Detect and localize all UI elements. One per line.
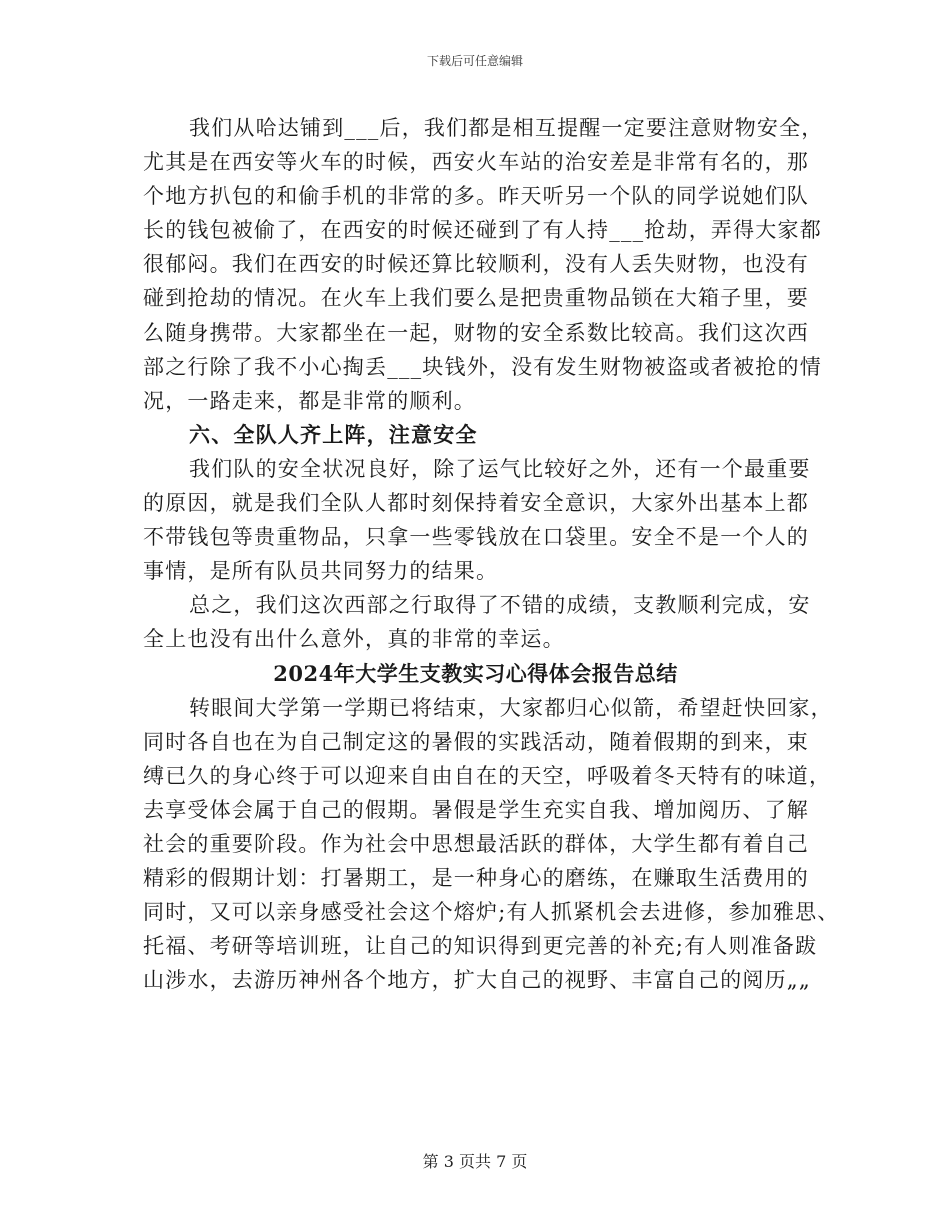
page-header: 下载后可任意编辑 <box>426 54 523 68</box>
paragraph-line: 事情，是所有队员共同努力的结果。 <box>143 559 499 584</box>
paragraph-line: 精彩的假期计划：打暑期工，是一种身心的磨练，在赚取生活费用的 <box>143 866 809 891</box>
paragraph-line: 我们从哈达铺到___后，我们都是相互提醒一定要注意财物安全， <box>189 116 824 140</box>
page-number: 第 3 页共 7 页 <box>422 1152 528 1171</box>
paragraph-line: 社会的重要阶段。作为社会中思想最活跃的群体，大学生都有着自己 <box>143 831 809 856</box>
paragraph-line: 长的钱包被偷了，在西安的时候还碰到了有人持___抢劫，弄得大家都 <box>143 218 822 243</box>
paragraph-line: 转眼间大学第一学期已将结束，大家都归心似箭，希望赶快回家， <box>189 695 833 720</box>
paragraph-line: 的原因，就是我们全队人都时刻保持着安全意识，大家外出基本上都 <box>143 491 809 516</box>
article-title: 2024年大学生支教实习心得体会报告总结 <box>273 660 678 686</box>
paragraph-line: 碰到抢劫的情况。在火车上我们要么是把贵重物品锁在大箱子里，要 <box>143 286 809 311</box>
paragraph-line: 同时各自也在为自己制定这的暑假的实践活动，随着假期的到来，束 <box>143 729 809 754</box>
paragraph-line: 总之，我们这次西部之行取得了不错的成绩，支教顺利完成，安 <box>189 593 811 618</box>
paragraph-line: 很郁闷。我们在西安的时候还算比较顺利，没有人丢失财物，也没有 <box>143 252 809 277</box>
paragraph-line: 么随身携带。大家都坐在一起，财物的安全系数比较高。我们这次西 <box>143 320 809 345</box>
paragraph-line: 尤其是在西安等火车的时候，西安火车站的治安差是非常有名的，那 <box>143 150 809 175</box>
paragraph-line: 个地方扒包的和偷手机的非常的多。昨天听另一个队的同学说她们队 <box>143 184 809 209</box>
paragraph-line: 况，一路走来，都是非常的顺利。 <box>143 388 476 413</box>
paragraph-line: 不带钱包等贵重物品，只拿一些零钱放在口袋里。安全不是一个人的 <box>143 525 809 550</box>
paragraph-line: 同时，又可以亲身感受社会这个熔炉;有人抓紧机会去进修，参加雅思、 <box>143 900 840 925</box>
paragraph-line: 缚已久的身心终于可以迎来自由自在的天空，呼吸着冬天特有的味道， <box>143 763 832 788</box>
paragraph-line: 托福、考研等培训班，让自己的知识得到更完善的补充;有人则准备跋 <box>143 934 818 959</box>
paragraph-line: 我们队的安全状况良好，除了运气比较好之外，还有一个最重要 <box>189 456 811 481</box>
paragraph-line: 山涉水，去游历神州各个地方，扩大自己的视野、丰富自己的阅历„„ <box>143 968 811 993</box>
paragraph-line: 全上也没有出什么意外，真的非常的幸运。 <box>143 627 565 652</box>
document-body <box>143 111 840 997</box>
paragraph-line: 部之行除了我不小心掏丢___块钱外，没有发生财物被盗或者被抢的情 <box>143 354 822 379</box>
paragraph-line: 去享受体会属于自己的假期。暑假是学生充实自我、增加阅历、了解 <box>143 797 809 822</box>
section-heading: 六、全队人齐上阵，注意安全 <box>189 421 478 447</box>
